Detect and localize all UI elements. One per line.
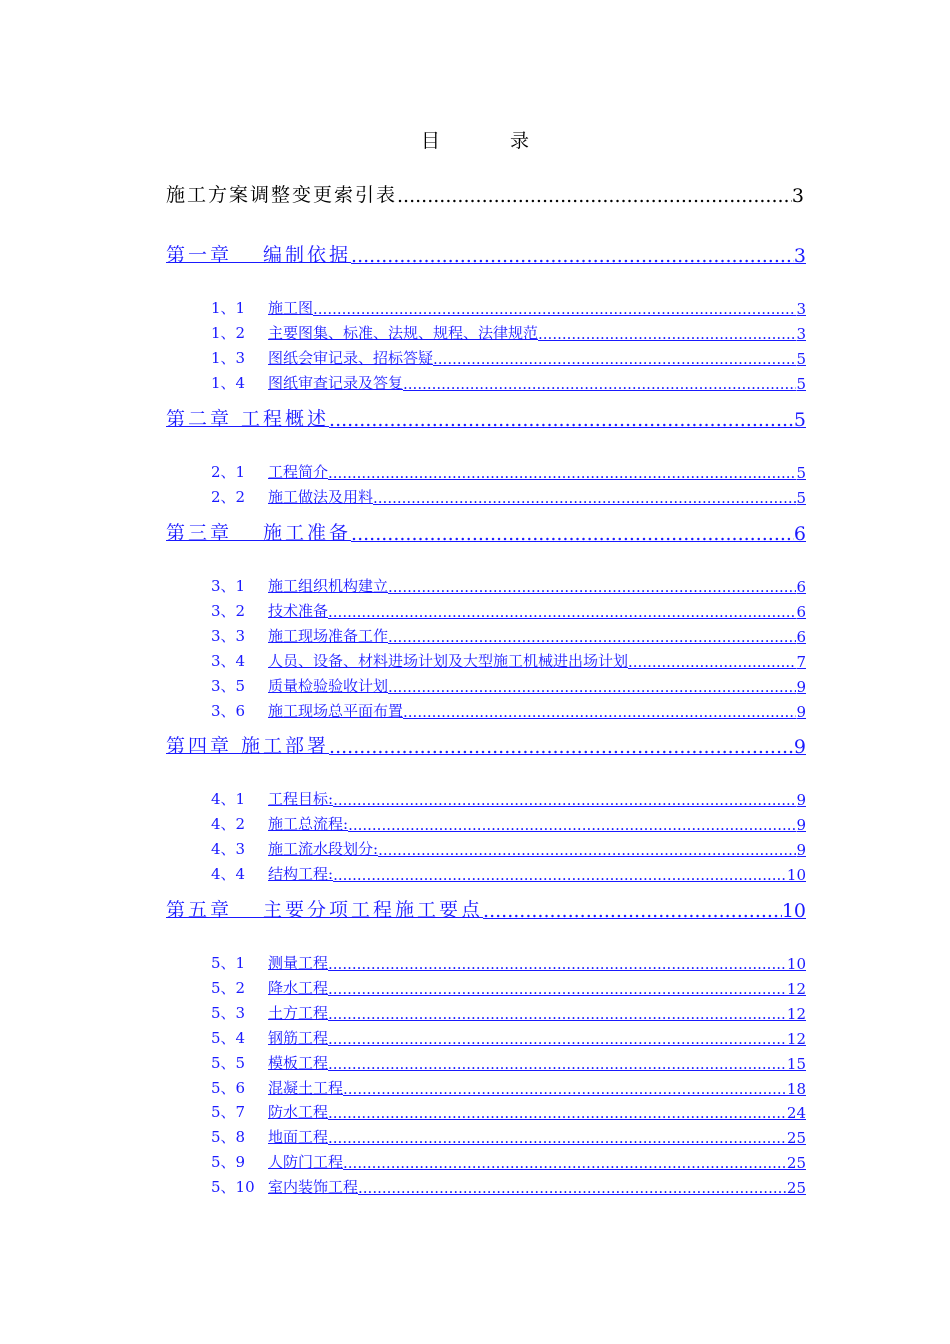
section-label: 测量工程: [268, 954, 329, 972]
toc-chapter-5[interactable]: [166, 895, 806, 922]
section-number: 2、1: [211, 463, 246, 481]
dot-leader: [328, 955, 787, 973]
section-label: 室内装饰工程: [268, 1178, 359, 1196]
chapter-label: 第四章 施工部署: [166, 735, 330, 757]
section-number: 4、3: [211, 840, 246, 858]
dot-leader: [328, 464, 796, 482]
toc-page-number: 6: [796, 578, 806, 596]
section-label: 主要图集、标准、法规、规程、法律规范: [268, 324, 539, 342]
toc-section-5-3[interactable]: [211, 1002, 806, 1023]
section-number: 2、2: [211, 488, 246, 506]
section-number: 5、2: [211, 979, 246, 997]
dot-leader: [333, 866, 787, 884]
section-number: 5、3: [211, 1004, 246, 1022]
section-number: 3、1: [211, 577, 246, 595]
section-number: 5、8: [211, 1128, 246, 1146]
toc-section-1-4[interactable]: [211, 372, 806, 393]
toc-section-2-2[interactable]: [211, 486, 806, 507]
toc-page-number: 5: [796, 375, 806, 393]
dot-leader: [348, 816, 796, 834]
section-label: 施工流水段划分:: [268, 840, 379, 858]
toc-page-number: 10: [786, 866, 806, 884]
section-number: 5、6: [211, 1079, 246, 1097]
section-number: 3、3: [211, 627, 246, 645]
toc-chapter-1[interactable]: [166, 240, 806, 267]
toc-page-number: 15: [786, 1055, 806, 1073]
toc-page-number: 12: [786, 980, 806, 998]
dot-leader: [328, 1005, 787, 1023]
section-label: 防水工程: [268, 1103, 329, 1121]
toc-section-4-2[interactable]: [211, 813, 806, 834]
toc-page-number: 7: [796, 653, 806, 671]
dot-leader: [328, 980, 787, 998]
toc-section-5-8[interactable]: [211, 1126, 806, 1147]
section-label: 质量检验验收计划: [268, 677, 389, 695]
section-label: 模板工程: [268, 1054, 329, 1072]
toc-page-number: 9: [796, 791, 806, 809]
section-number: 4、2: [211, 815, 246, 833]
dot-leader: [433, 350, 796, 368]
toc-page-number: 25: [786, 1129, 806, 1147]
section-number: 3、4: [211, 652, 246, 670]
section-label: 施工现场准备工作: [268, 627, 389, 645]
section-label: 施工做法及用料: [268, 488, 374, 506]
toc-section-1-2[interactable]: [211, 322, 806, 343]
toc-page-number: 5: [796, 489, 806, 507]
toc-section-5-5[interactable]: [211, 1052, 806, 1073]
toc-page-number: 24: [786, 1104, 806, 1122]
section-number: 1、3: [211, 349, 246, 367]
toc-section-4-4[interactable]: [211, 863, 806, 884]
toc-chapter-2[interactable]: [166, 404, 806, 431]
toc-entry-label: 施工方案调整变更索引表: [166, 184, 398, 206]
toc-section-3-6[interactable]: [211, 700, 806, 721]
dot-leader: [328, 1030, 787, 1048]
toc-page-number: 18: [786, 1080, 806, 1098]
section-label: 工程目标:: [268, 790, 334, 808]
section-number: 5、5: [211, 1054, 246, 1072]
toc-section-4-3[interactable]: [211, 838, 806, 859]
toc-page-number: 5: [793, 409, 806, 431]
section-label: 降水工程: [268, 979, 329, 997]
toc-section-5-2[interactable]: [211, 977, 806, 998]
dot-leader: [329, 736, 794, 758]
toc-section-5-1[interactable]: [211, 952, 806, 973]
section-number: 3、2: [211, 602, 246, 620]
section-label: 技术准备: [268, 602, 329, 620]
toc-section-1-3[interactable]: [211, 347, 806, 368]
toc-section-5-6[interactable]: [211, 1077, 806, 1098]
toc-section-5-10[interactable]: [211, 1176, 806, 1197]
toc-section-3-4[interactable]: [211, 650, 806, 671]
section-number: 1、2: [211, 324, 246, 342]
dot-leader: [328, 603, 796, 621]
toc-title-right: 录: [510, 130, 530, 152]
toc-section-1-1[interactable]: [211, 297, 806, 318]
section-label: 图纸会审记录、招标答疑: [268, 349, 434, 367]
toc-section-3-2[interactable]: [211, 600, 806, 621]
toc-page-number: 9: [796, 703, 806, 721]
dot-leader: [388, 628, 796, 646]
section-number: 5、10: [211, 1178, 255, 1196]
dot-leader: [388, 678, 796, 696]
toc-chapter-3[interactable]: [166, 518, 806, 545]
dot-leader: [351, 523, 794, 545]
dot-leader: [328, 1055, 787, 1073]
section-label: 土方工程: [268, 1004, 329, 1022]
chapter-label: 第二章 工程概述: [166, 408, 330, 430]
section-label: 钢筋工程: [268, 1029, 329, 1047]
dot-leader: [538, 325, 796, 343]
toc-section-3-5[interactable]: [211, 675, 806, 696]
section-label: 地面工程: [268, 1128, 329, 1146]
toc-page-number: 12: [786, 1030, 806, 1048]
section-number: 3、5: [211, 677, 246, 695]
section-label: 人员、设备、材料进场计划及大型施工机械进出场计划: [268, 652, 629, 670]
toc-page-number: 9: [796, 841, 806, 859]
toc-page-number: 9: [796, 816, 806, 834]
toc-page-number: 5: [796, 350, 806, 368]
toc-entry-change-index[interactable]: [166, 180, 806, 207]
toc-section-3-3[interactable]: [211, 625, 806, 646]
section-number: 4、1: [211, 790, 246, 808]
dot-leader: [628, 653, 796, 671]
section-number: 5、9: [211, 1153, 246, 1171]
toc-section-4-1[interactable]: [211, 788, 806, 809]
section-label: 施工总流程:: [268, 815, 349, 833]
toc-page-number: 3: [793, 245, 806, 267]
toc-page-number: 6: [793, 523, 806, 545]
toc-section-5-4[interactable]: [211, 1027, 806, 1048]
toc-page-number: 3: [796, 300, 806, 318]
dot-leader: [397, 185, 792, 207]
toc-section-5-9[interactable]: [211, 1151, 806, 1172]
toc-page-number: 3: [791, 185, 806, 207]
dot-leader: [403, 375, 796, 393]
dot-leader: [329, 409, 794, 431]
section-label: 图纸审查记录及答复: [268, 374, 404, 392]
dot-leader: [328, 1129, 787, 1147]
chapter-label: 第一章 编制依据: [166, 244, 352, 266]
toc-page-number: 5: [796, 464, 806, 482]
section-number: 1、4: [211, 374, 246, 392]
section-number: 4、4: [211, 865, 246, 883]
section-number: 5、7: [211, 1103, 246, 1121]
section-number: 5、4: [211, 1029, 246, 1047]
toc-chapter-4[interactable]: [166, 731, 806, 758]
section-label: 工程简介: [268, 463, 329, 481]
toc-title: [0, 126, 950, 153]
toc-title-left: 目: [420, 130, 440, 152]
section-label: 施工现场总平面布置: [268, 702, 404, 720]
toc-page-number: 3: [796, 325, 806, 343]
dot-leader: [328, 1104, 787, 1122]
dot-leader: [333, 791, 796, 809]
toc-section-2-1[interactable]: [211, 461, 806, 482]
dot-leader: [351, 245, 794, 267]
toc-section-3-1[interactable]: [211, 575, 806, 596]
toc-page-number: 9: [793, 736, 806, 758]
section-label: 混凝土工程: [268, 1079, 344, 1097]
section-label: 施工图: [268, 299, 314, 317]
toc-page-number: 12: [786, 1005, 806, 1023]
dot-leader: [388, 578, 796, 596]
dot-leader: [343, 1080, 787, 1098]
chapter-label: 第五章 主要分项工程施工要点: [166, 899, 484, 921]
toc-page-number: 10: [786, 955, 806, 973]
toc-page-number: 10: [781, 900, 806, 922]
dot-leader: [378, 841, 796, 859]
section-number: 3、6: [211, 702, 246, 720]
dot-leader: [483, 900, 782, 922]
toc-page-number: 6: [796, 628, 806, 646]
toc-section-5-7[interactable]: [211, 1101, 806, 1122]
section-number: 5、1: [211, 954, 246, 972]
toc-page-number: 9: [796, 678, 806, 696]
section-number: 1、1: [211, 299, 246, 317]
dot-leader: [313, 300, 796, 318]
toc-page-number: 25: [786, 1179, 806, 1197]
dot-leader: [373, 489, 796, 507]
dot-leader: [343, 1154, 787, 1172]
toc-page-number: 25: [786, 1154, 806, 1172]
section-label: 结构工程:: [268, 865, 334, 883]
dot-leader: [403, 703, 796, 721]
dot-leader: [358, 1179, 787, 1197]
chapter-label: 第三章 施工准备: [166, 522, 352, 544]
section-label: 施工组织机构建立: [268, 577, 389, 595]
toc-page-number: 6: [796, 603, 806, 621]
section-label: 人防门工程: [268, 1153, 344, 1171]
